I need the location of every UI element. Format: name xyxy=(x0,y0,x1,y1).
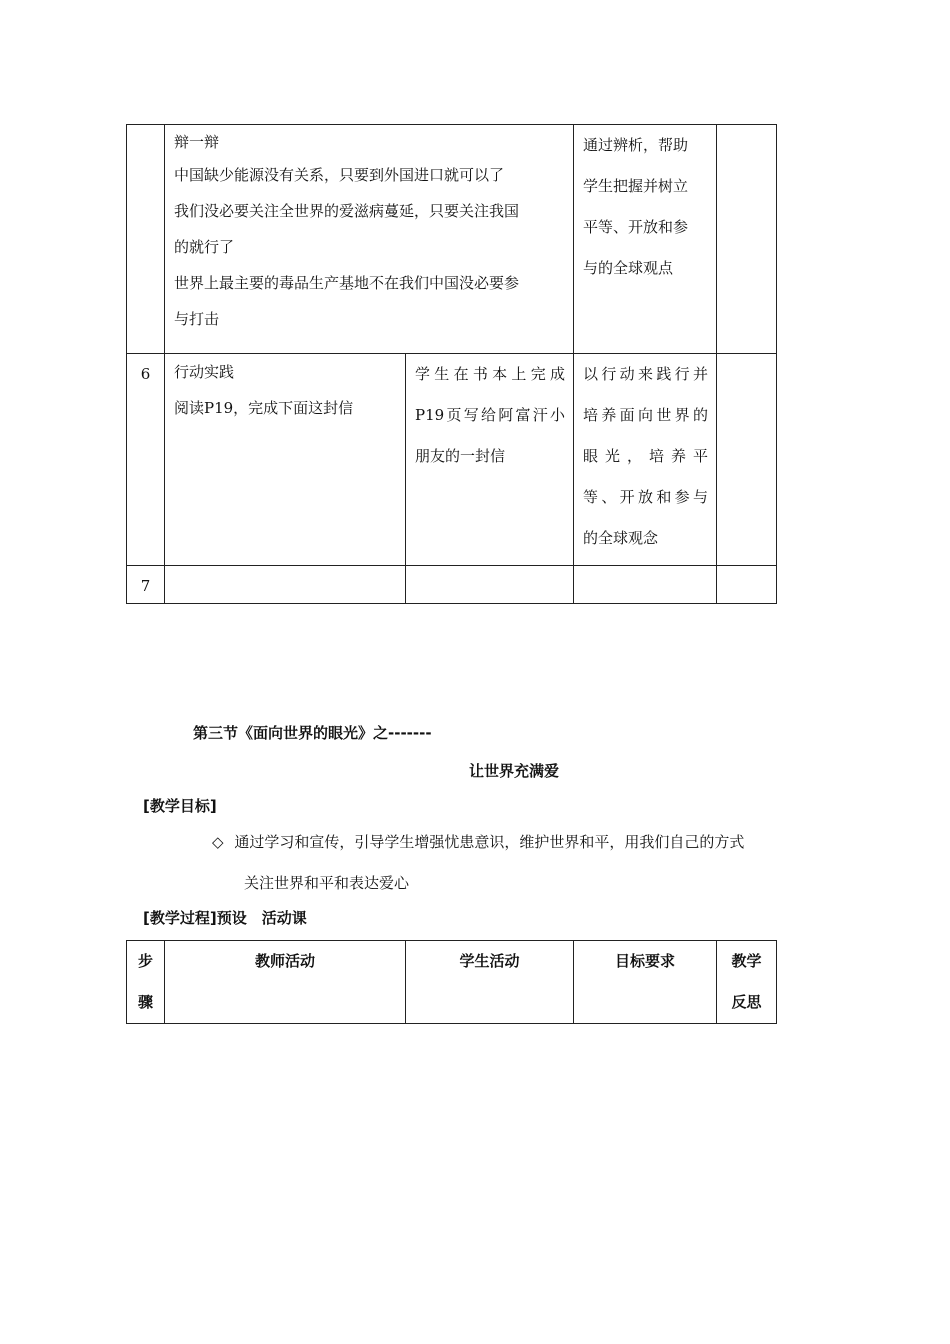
goal-cell xyxy=(574,566,717,604)
header-goal: 目标要求 xyxy=(574,941,717,1024)
debate-statement: 与打击 xyxy=(174,310,220,328)
goal-text: 的全球观念 xyxy=(583,529,659,547)
goal-text: 与的全球观点 xyxy=(583,259,674,277)
student-activity-cell xyxy=(406,566,574,604)
goal-text: 眼光，培养平 xyxy=(583,447,709,465)
goal-text: 通过辨析，帮助 xyxy=(583,136,689,154)
teacher-activity-cell xyxy=(165,354,406,566)
step-cell xyxy=(127,125,165,354)
student-text: 朋友的一封信 xyxy=(415,447,506,465)
objective-text: 通过学习和宣传，引导学生增强忧患意识，维护世界和平，用我们自己的方式 xyxy=(234,833,745,851)
section-title: 第三节《面向世界的眼光》之------- xyxy=(193,724,432,742)
reflection-cell xyxy=(717,125,777,354)
goal-cell xyxy=(574,125,717,354)
goal-text: 以行动来践行并 xyxy=(583,365,709,383)
header-reflection: 教学 反思 xyxy=(717,941,777,1024)
goal-text: 培养面向世界的 xyxy=(583,406,709,424)
goal-text: 等、开放和参与 xyxy=(583,488,709,506)
table-row xyxy=(127,354,777,566)
teacher-activity-cell xyxy=(165,125,574,354)
section-subtitle: 让世界充满爱 xyxy=(469,762,560,780)
table-row xyxy=(127,566,777,604)
diamond-bullet-icon: ◇ xyxy=(212,833,224,851)
process-table xyxy=(126,940,777,1024)
goal-text: 学生把握并树立 xyxy=(583,177,689,195)
objective-item xyxy=(212,831,744,852)
step-cell: 7 xyxy=(127,566,165,604)
reflection-cell xyxy=(717,566,777,604)
objective-text-continued: 关注世界和平和表达爱心 xyxy=(244,874,410,892)
student-activity-cell xyxy=(406,354,574,566)
header-teacher-activity: 教师活动 xyxy=(165,941,406,1024)
debate-statement: 的就行了 xyxy=(174,238,235,256)
step-cell: 6 xyxy=(127,354,165,566)
header-student-activity: 学生活动 xyxy=(406,941,574,1024)
debate-statement: 中国缺少能源没有关系，只要到外国进口就可以了 xyxy=(174,166,505,184)
header-step: 步 骤 xyxy=(127,941,165,1024)
debate-statement: 世界上最主要的毒品生产基地不在我们中国没必要参 xyxy=(174,274,520,292)
teacher-activity-cell xyxy=(165,566,406,604)
table-header-row xyxy=(127,941,777,1024)
reflection-cell xyxy=(717,354,777,566)
activity-text: 阅读P19，完成下面这封信 xyxy=(174,399,354,417)
debate-statement: 我们没必要关注全世界的爱滋病蔓延，只要关注我国 xyxy=(174,202,520,220)
lesson-table-continued xyxy=(126,124,777,604)
student-text: 学生在书本上完成 xyxy=(415,365,566,383)
activity-title: 辩一辩 xyxy=(174,133,220,151)
student-text: P19页写给阿富汗小 xyxy=(415,406,566,424)
process-heading: [教学过程]预设 活动课 xyxy=(143,909,307,927)
objectives-heading: [教学目标] xyxy=(143,797,217,815)
goal-text: 平等、开放和参 xyxy=(583,218,689,236)
table-row xyxy=(127,125,777,354)
goal-cell xyxy=(574,354,717,566)
activity-title: 行动实践 xyxy=(174,363,235,381)
